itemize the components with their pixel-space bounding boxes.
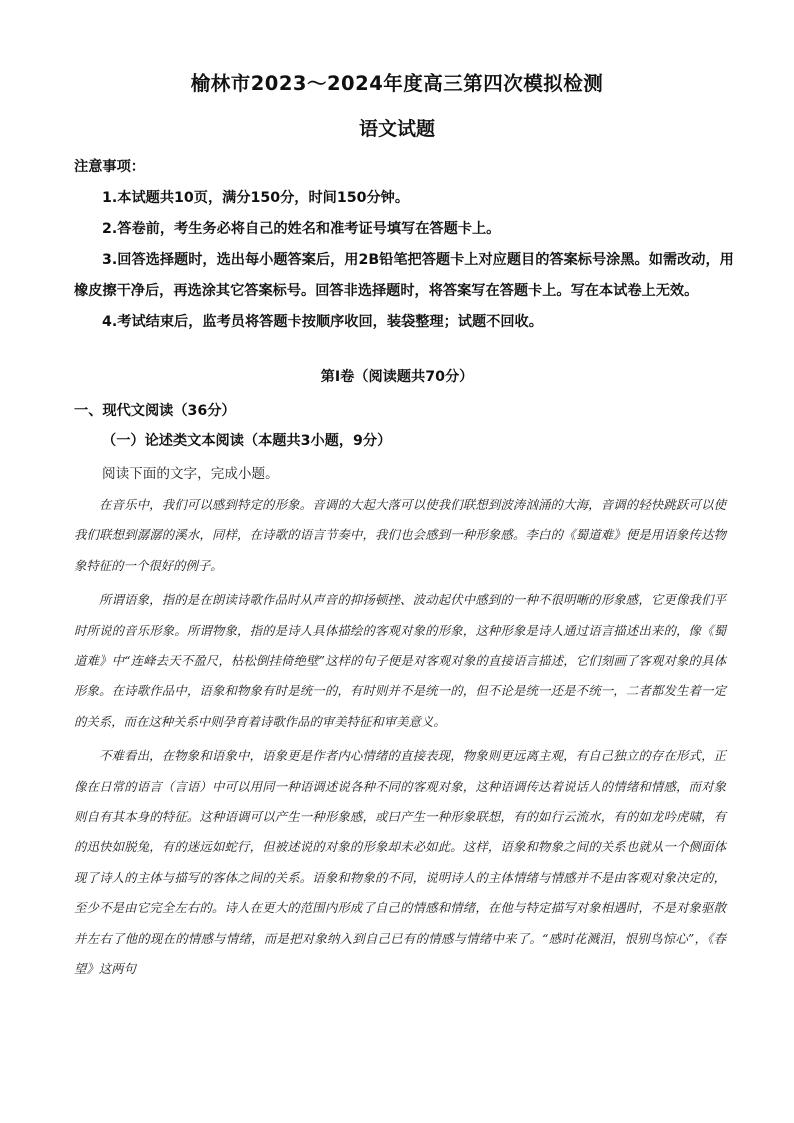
passage-paragraph: 不难看出，在物象和语象中，语象更是作者内心情绪的直接表现，物象则更远离主观，有自己独立的存在形式，正像在日常的语言（言语）中可以用同一种语调述说各种不同的客观对象，这种语调传达着说话人的情绪和情感，而对象则自有其本身的特征。这种语调可以产生一种形象感，或曰产生一种形象联想，有的如行云流水，有的如龙吟虎啸，有的迅快如脱兔，有的迷远如蛇行，但被述说的对象的形象却未必如此。这样，语象和物象之间的关系也就从一个侧面体现了诗人的主体与描写的客体之间的关系。语象和物象的不同，说明诗人的主体情绪与情感并不是由客观对象决定的，至少不是由它完全左右的。诗人在更大的范围内形成了自己的情感和情绪，在他与特定描写对象相遇时，不是对象驱散并左右了他的现在的情感与情绪，而是把对象纳入到自己已有的情感与情绪中来了。“感时花溅泪，恨别鸟惊心”，《春望》这两句 (74, 748, 726, 977)
subsection-title: （一）论述类文本阅读（本题共3小题，9分） (102, 433, 392, 449)
passage-paragraph: 在音乐中，我们可以感到特定的形象。音调的大起大落可以使我们联想到波涛汹涌的大海，音调的轻快跳跃可以使我们联想到潺潺的溪水，同样，在诗歌的语言节奏中，我们也会感到一种形象感。李白的《蜀道难》便是用语象传达物象特征的一个很好的例子。 (74, 497, 726, 573)
reading-passage (74, 490, 726, 989)
notice-heading: 注意事项： (74, 159, 145, 175)
reading-instruction: 阅读下面的文字，完成小题。 (102, 466, 279, 482)
part-title: 第Ⅰ卷（阅读题共70分） (320, 369, 474, 385)
notice-item: 4.考试结束后，监考员将答题卡按顺序收回，装袋整理；试题不回收。 (102, 314, 543, 330)
notice-item: 1.本试题共10页，满分150分，时间150分钟。 (102, 190, 410, 206)
notice-block (74, 152, 734, 338)
notice-item: 3.回答选择题时，选出每小题答案后，用2B铅笔把答题卡上对应题目的答案标号涂黑。如需改动，用橡皮擦干净后，再选涂其它答案标号。回答非选择题时，将答案写在答题卡上。写在本试卷上无效。 (74, 252, 734, 299)
exam-title: 榆林市2023～2024年度高三第四次模拟检测 (190, 72, 604, 95)
section-title: 一、现代文阅读（36分） (74, 403, 236, 419)
passage-paragraph: 所谓语象，指的是在朗读诗歌作品时从声音的抑扬顿挫、波动起伏中感到的一种不很明晰的形象感，它更像我们平时所说的音乐形象。所谓物象，指的是诗人具体描绘的客观对象的形象，这种形象是诗人通过语言描述出来的，像《蜀道难》中“连峰去天不盈尺，枯松倒挂倚绝壁”这样的句子便是对客观对象的直接语言描述，它们刻画了客观对象的具体形象。在诗歌作品中，语象和物象有时是统一的，有时则并不是统一的，但不论是统一还是不统一，二者都发生着一定的关系，而在这种关系中则孕育着诗歌作品的审美特征和审美意义。 (74, 592, 726, 729)
exam-subtitle: 语文试题 (358, 118, 435, 140)
notice-item: 2.答卷前，考生务必将自己的姓名和准考证号填写在答题卡上。 (102, 221, 501, 237)
